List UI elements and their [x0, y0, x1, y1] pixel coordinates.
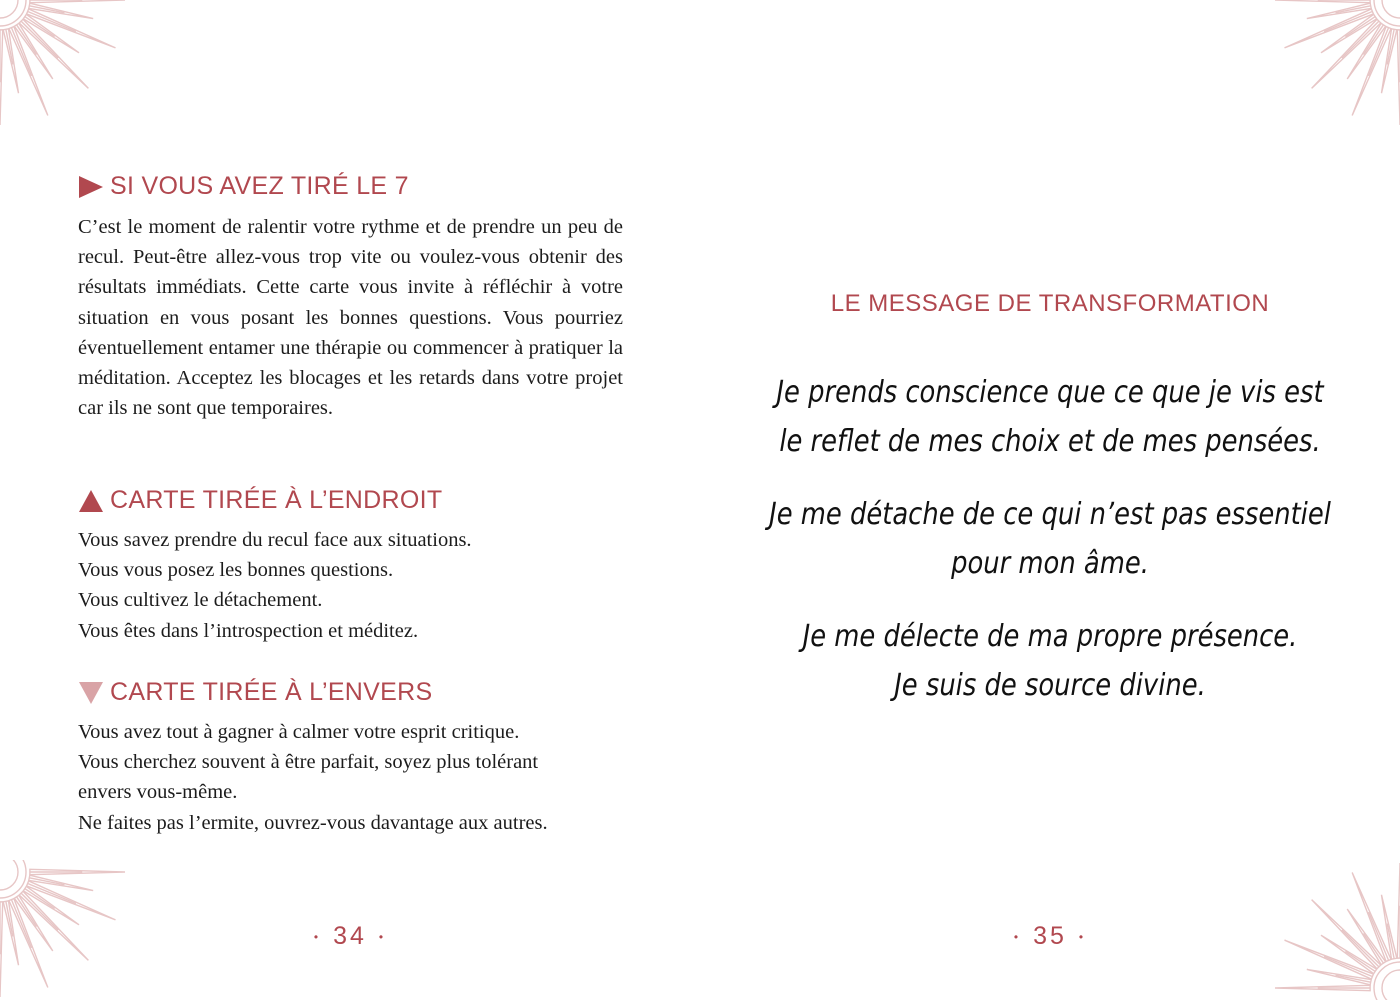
text-line: Vous cultivez le détachement. [78, 589, 323, 612]
affirmation-line: Je prends conscience que ce que je vis est [776, 375, 1324, 410]
section-heading-endroit [78, 486, 442, 515]
down-triangle-icon [78, 681, 104, 705]
affirmation-line: Je me délecte de ma propre présence. [802, 619, 1298, 654]
left-page [0, 0, 700, 988]
text-line: envers vous-même. [78, 781, 238, 804]
sun-ornament-icon [0, 860, 128, 1000]
affirmation-line: Je me détache de ce qui n’est pas essentiel [769, 497, 1331, 532]
text-line: Vous savez prendre du recul face aux situations. [78, 529, 472, 551]
section-lines-envers [78, 717, 638, 838]
section-lines-endroit [78, 525, 638, 646]
dot-icon: • [313, 930, 322, 945]
up-triangle-icon [78, 489, 104, 513]
sun-ornament-icon [0, 0, 128, 128]
affirmation-line: Je suis de source divine. [894, 668, 1206, 703]
affirmation-line: pour mon âme. [951, 546, 1149, 581]
page-title: LE MESSAGE DE TRANSFORMATION [830, 290, 1270, 317]
section-heading-envers [78, 678, 432, 707]
page-number-text: 35 [1033, 922, 1067, 950]
section-heading-tire-le-7 [78, 172, 409, 201]
text-line: Vous vous posez les bonnes questions. [78, 559, 394, 582]
affirmation-1 [749, 368, 1351, 466]
text-line: Vous avez tout à gagner à calmer votre esprit critique. [78, 721, 520, 743]
section-heading-text: SI VOUS AVEZ TIRÉ LE 7 [110, 172, 409, 200]
text-line: Ne faites pas l’ermite, ouvrez-vous davantage aux autres. [78, 811, 548, 834]
page-number [950, 922, 1150, 951]
text-line: Vous êtes dans l’introspection et méditez. [78, 619, 419, 642]
affirmation-2 [749, 490, 1351, 588]
dot-icon: • [1078, 930, 1087, 945]
affirmation-line: le reflet de mes choix et de mes pensées. [779, 424, 1321, 459]
right-triangle-icon [78, 175, 104, 199]
section-heading-text: CARTE TIRÉE À L’ENDROIT [110, 486, 443, 514]
text-line: Vous cherchez souvent à être parfait, soyez plus tolérant [78, 751, 539, 774]
page-number-text: 34 [333, 922, 367, 950]
page-number [250, 922, 450, 951]
right-page [700, 0, 1400, 988]
sun-ornament-icon [1272, 860, 1400, 1000]
dot-icon: • [378, 930, 387, 945]
affirmation-3 [749, 612, 1351, 710]
section-heading-text: CARTE TIRÉE À L’ENVERS [110, 678, 433, 706]
sun-ornament-icon [1272, 0, 1400, 128]
section-paragraph: C’est le moment de ralentir votre rythme et de prendre un peu de recul. Peut-être allez-vous trop vite ou voulez-vous obtenir des résultats immédiats. Cette carte vous invite à réfléchir à votre situation en vous posant les bonnes questions. Vous pourriez éventuellement entamer une thérapie ou commencer à pratiquer la méditation. Acceptez les blocages et les retards dans votre projet car ils ne sont que temporaires. [78, 216, 623, 420]
dot-icon: • [1013, 930, 1022, 945]
